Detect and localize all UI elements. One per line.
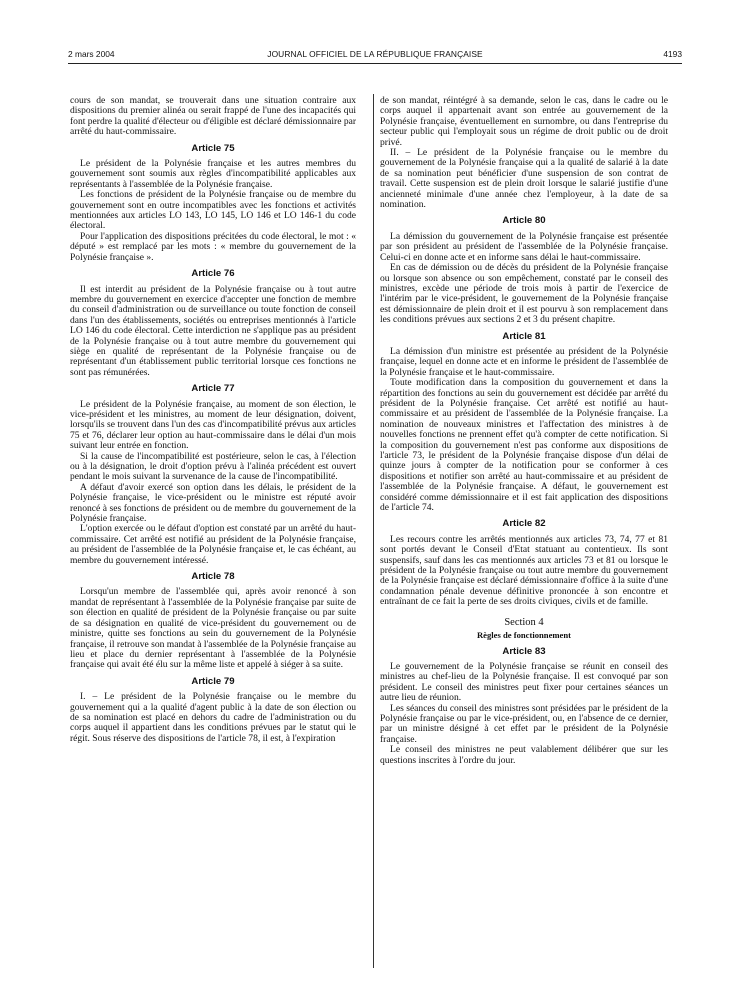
paragraph: L'option exercée ou le défaut d'option est constaté par un arrêté du haut-commissaire. Cet arrêté est notifié au président de la Polynésie française, au président de l'assemblée de la Polynésie française et, le cas échéant, au membre du gouvernement intéressé. (70, 523, 356, 566)
header-date: 2 mars 2004 (68, 49, 115, 59)
article-heading: Article 79 (191, 675, 235, 687)
article-heading: Article 75 (191, 142, 235, 154)
paragraph: II. – Le président de la Polynésie française ou le membre du gouvernement de la Polynésie française qui a la qualité de salarié à la date de sa nomination peut bénéficier d'une suspension de son contrat de travail. Cette suspension est de plein droit lorsque le salarié justifie d'une ancienneté minimale d'une année chez l'employeur, à la date de sa nomination. (380, 147, 668, 211)
paragraph: A défaut d'avoir exercé son option dans les délais, le président de la Polynésie française, le vice-président ou le ministre est réputé avoir renoncé à ses fonctions de président ou de membre du gouvernement de la Polynésie française. (70, 481, 356, 525)
paragraph: La démission d'un ministre est présentée au président de la Polynésie française, lequel en donne acte et en informe le président de l'assemblée de la Polynésie française et le haut-commissaire. (380, 345, 668, 378)
paragraph: En cas de démission ou de décès du président de la Polynésie française ou lorsque son absence ou son empêchement, constaté par le conseil des ministres, excède une période de trois mois à partir de l'exercice de l'intérim par le vice-président, le gouvernement de la Polynésie française est démissionnaire de plein droit et il est pourvu à son remplacement dans les conditions prévues aux sections 2 et 3 du présent chapitre. (380, 262, 668, 326)
left-column (70, 96, 356, 744)
page-header (68, 49, 682, 64)
section-subheading: Règles de fonctionnement (476, 630, 572, 641)
article-heading: Article 83 (502, 645, 546, 657)
paragraph: I. – Le président de la Polynésie française ou le membre du gouvernement qui a la qualité d'agent public à la date de son élection ou de sa nomination est placé en dehors du cadre de l'administration ou du corps auquel il appartient dans les conditions prévues par le statut qui le régit. Sous réserve des dispositions de l'article 78, il est, à l'expiration (70, 691, 356, 744)
paragraph: Lorsqu'un membre de l'assemblée qui, après avoir renoncé à son mandat de représentant à l'assemblée de la Polynésie française par suite de son élection en qualité de président de la Polynésie française ou par suite de sa désignation en qualité de vice-président du gouvernement ou de ministre, quitte ses fonctions au sein du gouvernement de la Polynésie française, il retrouve son mandat à l'assemblée de la Polynésie française au lieu et place du dernier représentant à l'assemblée de la Polynésie française qui avait été élu sur la même liste et appelé à siéger à sa suite. (70, 586, 356, 671)
paragraph: Il est interdit au président de la Polynésie française ou à tout autre membre du gouvernement en exercice d'accepter une fonction de membre du conseil d'administration ou de surveillance ou toute fonction de conseil dans l'un des établissements, sociétés ou entreprises mentionnés à l'article LO 146 du code électoral. Cette interdiction ne s'applique pas au président de la Polynésie française ou à tout autre membre du gouvernement qui siège en qualité de représentant de la Polynésie française ou de représentant d'un établissement public territorial lorsque ces fonctions ne sont pas rémunérées. (70, 283, 356, 378)
paragraph: cours de son mandat, se trouverait dans une situation contraire aux dispositions du premier alinéa ou serait frappé de l'une des incapacités qui font perdre la qualité d'électeur ou d'éligible est déclaré démissionnaire par arrêté du haut-commissaire. (70, 95, 357, 138)
article-heading: Article 78 (191, 571, 235, 583)
article-heading: Article 76 (191, 268, 235, 280)
section-heading: Section 4 (504, 616, 544, 628)
column-divider (373, 94, 374, 968)
paragraph: Les séances du conseil des ministres sont présidées par le président de la Polynésie française ou par le vice-président, ou, en l'absence de ce dernier, par un ministre désigné à cet effet par le président de la Polynésie française. (380, 702, 668, 745)
article-heading: Article 82 (502, 518, 546, 530)
article-heading: Article 81 (502, 330, 546, 342)
journal-title: JOURNAL OFFICIEL DE LA RÉPUBLIQUE FRANÇAISE (267, 49, 483, 59)
article-heading: Article 80 (502, 215, 546, 227)
paragraph: Pour l'application des dispositions précitées du code électoral, le mot : « député » est remplacé par les mots : « membre du gouvernement de la Polynésie française ». (70, 230, 356, 263)
paragraph: Toute modification dans la composition du gouvernement et dans la répartition des fonctions au sein du gouvernement est décidée par arrêté du président de la Polynésie française. Cet arrêté est notifié au haut-commissaire et au président de l'assemblée de la Polynésie française. La nomination de nouveaux ministres et l'affectation des ministres à de nouvelles fonctions ne prennent effet qu'à compter de cette notification. Si la composition du gouvernement n'est pas conforme aux dispositions de l'article 73, le président de la Polynésie française dispose d'un délai de quinze jours à compter de la notification pour se conformer à ces dispositions et notifier son arrêté au haut-commissaire et au président de l'assemblée de la Polynésie française. A défaut, le gouvernement est considéré comme démissionnaire et il est fait application des dispositions de l'article 74. (380, 377, 668, 514)
paragraph: Les recours contre les arrêtés mentionnés aux articles 73, 74, 77 et 81 sont portés devant le Conseil d'Etat statuant au contentieux. Ils sont suspensifs, sauf dans les cas mentionnés aux articles 73 et 81 ou lorsque le président de la Polynésie française ou tout autre membre du gouvernement de la Polynésie française est déclaré démissionnaire d'office à la suite d'une condamnation pénale devenue définitive prononcée à son encontre et entraînant de ce fait la perte de ses droits civiques, civils et de famille. (380, 533, 668, 608)
paragraph: Le président de la Polynésie française, au moment de son élection, le vice-président et les ministres, au moment de leur désignation, doivent, lorsqu'ils se trouvent dans l'un des cas d'incompatibilité prévus aux articles 75 et 76, déclarer leur option au haut-commissaire dans le délai d'un mois suivant leur entrée en fonction. (70, 398, 356, 452)
right-column (380, 96, 668, 766)
paragraph: Le gouvernement de la Polynésie française se réunit en conseil des ministres au chef-lieu de la Polynésie française. Il est convoqué par son président. Le conseil des ministres peut fixer pour certaines séances un autre lieu de réunion. (380, 660, 668, 704)
paragraph: Le conseil des ministres ne peut valablement délibérer que sur les questions inscrites à l'ordre du jour. (380, 744, 668, 766)
paragraph: de son mandat, réintégré à sa demande, selon le cas, dans le cadre ou le corps auquel il appartenait avant son entrée au gouvernement de la Polynésie française, éventuellement en surnombre, ou dans l'entreprise du secteur public qui l'employait sous un régime de droit public ou de droit privé. (380, 95, 668, 148)
article-heading: Article 77 (191, 383, 235, 395)
paragraph: Les fonctions de président de la Polynésie française ou de membre du gouvernement sont en outre incompatibles avec les fonctions et activités mentionnées aux articles LO 143, LO 145, LO 146 et LO 146-1 du code électoral. (70, 189, 356, 232)
paragraph: Le président de la Polynésie française et les autres membres du gouvernement sont soumis aux règles d'incompatibilité applicables aux représentants à l'assemblée de la Polynésie française. (70, 158, 356, 190)
page-number: 4193 (663, 49, 682, 59)
paragraph: La démission du gouvernement de la Polynésie française est présentée par son président au président de l'assemblée de la Polynésie française. Celui-ci en donne acte et en informe sans délai le haut-commissaire. (380, 230, 668, 263)
paragraph: Si la cause de l'incompatibilité est postérieure, selon le cas, à l'élection ou à la désignation, le droit d'option prévu à l'alinéa précédent est ouvert pendant le mois suivant la survenance de la cause de l'incompatibilité. (70, 450, 356, 483)
